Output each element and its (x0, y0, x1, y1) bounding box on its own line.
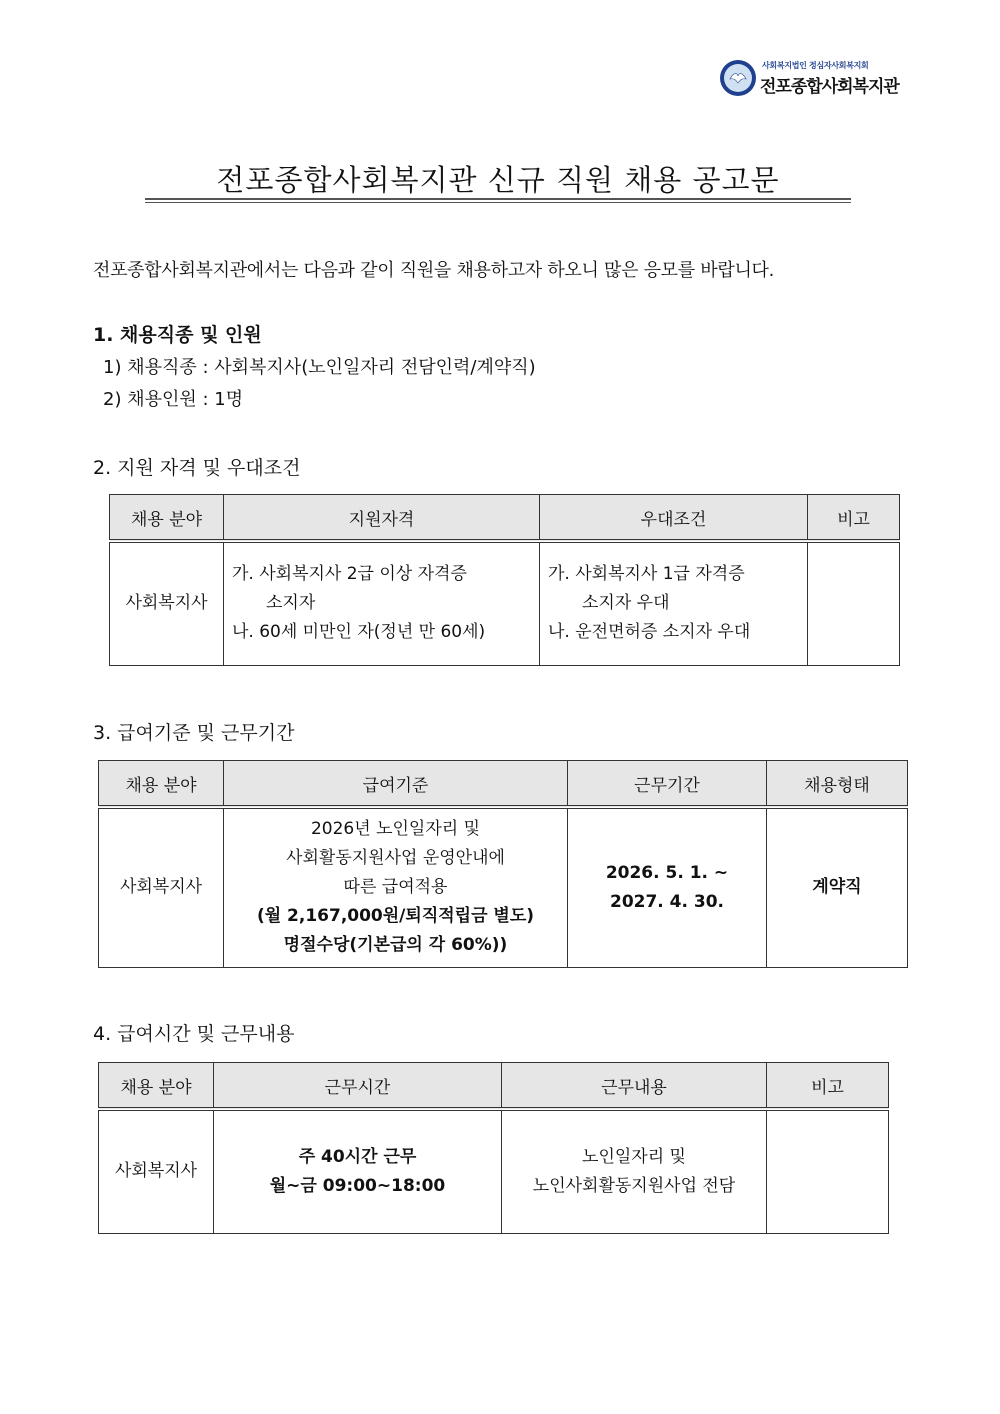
table-row (99, 1109, 889, 1233)
section4-title: 4. 급여시간 및 근무내용 (93, 1023, 295, 1045)
intro-text: 전포종합사회복지관에서는 다음과 같이 직원을 채용하고자 하오니 많은 응모를 바랍니다. (93, 260, 775, 281)
section3-title: 3. 급여기준 및 근무기간 (93, 722, 295, 744)
organization-logo (720, 58, 910, 100)
cell-duties: 노인일자리 및 노인사회활동지원사업 전담 (502, 1109, 767, 1233)
cell-hours: 주 40시간 근무 월~금 09:00~18:00 (214, 1109, 502, 1233)
qualification-table (109, 494, 900, 666)
dove-emblem-icon (720, 60, 756, 96)
cell-salary: 2026년 노인일자리 및 사회활동지원사업 운영안내에 따른 급여적용 (월 2,167,000원/퇴직적립금 별도) 명절수당(기본급의 각 60%)) (224, 807, 568, 967)
header-type: 채용형태 (767, 761, 908, 808)
page-title: 전포종합사회복지관 신규 직원 채용 공고문 (216, 163, 780, 197)
header-field: 채용 분야 (99, 761, 224, 808)
table-header-row (110, 495, 900, 542)
hours-table (98, 1062, 889, 1234)
header-field: 채용 분야 (110, 495, 224, 542)
section2-title: 2. 지원 자격 및 우대조건 (93, 457, 301, 479)
header-period: 근무기간 (568, 761, 767, 808)
logo-subtitle: 사회복지법인 정심자사회복지회 (762, 61, 869, 70)
cell-note (808, 541, 900, 665)
header-qualifications: 지원자격 (224, 495, 540, 542)
header-preferences: 우대조건 (540, 495, 808, 542)
cell-qualifications: 가. 사회복지사 2급 이상 자격증 소지자 나. 60세 미만인 자(정년 만 60세) (224, 541, 540, 665)
title-underline (145, 198, 851, 203)
section1-item-job-type: 1) 채용직종 : 사회복지사(노인일자리 전담인력/계약직) (103, 357, 536, 378)
header-field: 채용 분야 (99, 1063, 214, 1110)
table-header-row (99, 1063, 889, 1110)
header-note: 비고 (808, 495, 900, 542)
cell-period: 2026. 5. 1. ~ 2027. 4. 30. (568, 807, 767, 967)
header-duties: 근무내용 (502, 1063, 767, 1110)
cell-type: 계약직 (767, 807, 908, 967)
header-salary: 급여기준 (224, 761, 568, 808)
logo-name: 전포종합사회복지관 (760, 77, 899, 97)
cell-preferences: 가. 사회복지사 1급 자격증 소지자 우대 나. 운전면허증 소지자 우대 (540, 541, 808, 665)
section1-title: 1. 채용직종 및 인원 (93, 324, 262, 346)
table-row (110, 541, 900, 665)
cell-field: 사회복지사 (110, 541, 224, 665)
table-header-row (99, 761, 908, 808)
cell-field: 사회복지사 (99, 807, 224, 967)
cell-note (767, 1109, 889, 1233)
header-note: 비고 (767, 1063, 889, 1110)
header-hours: 근무시간 (214, 1063, 502, 1110)
cell-field: 사회복지사 (99, 1109, 214, 1233)
table-row (99, 807, 908, 967)
section1-item-headcount: 2) 채용인원 : 1명 (103, 389, 244, 410)
salary-table (98, 760, 908, 968)
